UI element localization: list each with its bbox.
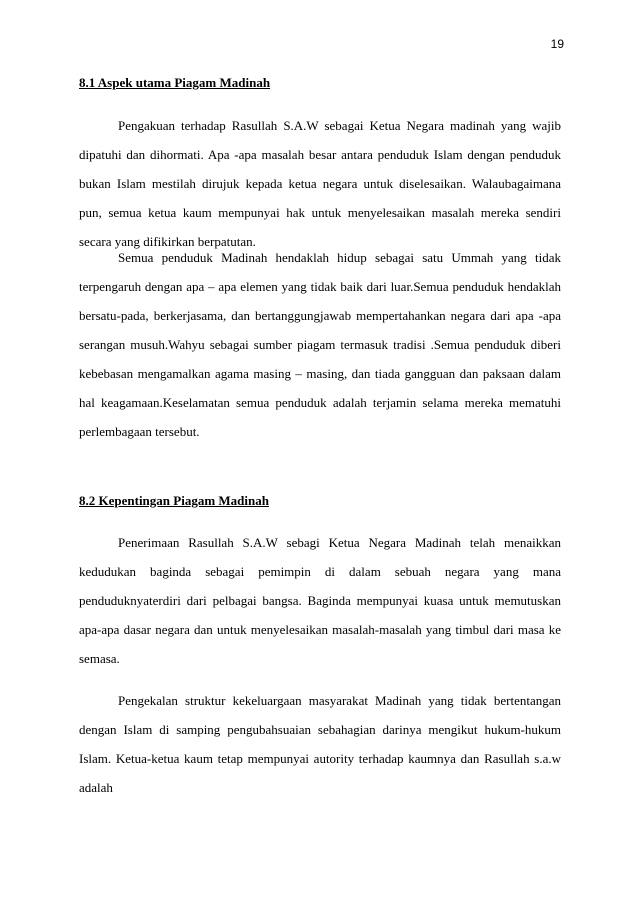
paragraph-semua-penduduk: Semua penduduk Madinah hendaklah hidup sebagai satu Ummah yang tidak terpengaruh dengan apa – apa elemen yang tidak baik dari luar.Semua penduduk hendaklah bersatu-pada, berkerjasama, dan bertanggungjawab mempertahankan negara dari apa -apa serangan musuh.Wahyu sebagai sumber piagam termasuk tradisi .Semua penduduk diberi kebebasan mengamalkan agama masing – masing, dan tiada gangguan dan paksaan dalam hal keagamaan.Keselamatan semua penduduk adalah terjamin selama mereka mematuhi perlembagaan tersebut. (79, 250, 561, 439)
paragraph-pengakuan: Pengakuan terhadap Rasullah S.A.W sebagai Ketua Negara madinah yang wajib dipatuhi dan dihormati. Apa -apa masalah besar antara penduduk Islam dengan penduduk bukan Islam mestilah dirujuk kepada ketua negara untuk diselesaikan. Walaubagaimana pun, semua ketua kaum mempunyai hak untuk menyelesaikan masalah mereka sendiri secara yang difikirkan berpatutan. (79, 118, 561, 249)
section-heading-kepentingan: 8.2 Kepentingan Piagam Madinah (79, 493, 269, 508)
page-number: 19 (550, 37, 564, 51)
paragraph-penerimaan: Penerimaan Rasullah S.A.W sebagi Ketua Negara Madinah telah menaikkan kedudukan baginda sebagai pemimpin di dalam sebuah negara yang mana penduduknyaterdiri dari pelbagai bangsa. Baginda mempunyai kuasa untuk memutuskan apa-apa dasar negara dan untuk menyelesaikan masalah-masalah yang timbul dari masa ke semasa. (79, 535, 561, 666)
section-heading-aspek-utama: 8.1 Aspek utama Piagam Madinah (79, 75, 271, 90)
paragraph-pengekalan: Pengekalan struktur kekeluargaan masyarakat Madinah yang tidak bertentangan dengan Islam di samping pengubahsuaian sebahagian darinya mengikut hukum-hukum Islam. Ketua-ketua kaum tetap mempunyai autority terhadap kaumnya dan Rasullah s.a.w adalah (79, 693, 561, 795)
